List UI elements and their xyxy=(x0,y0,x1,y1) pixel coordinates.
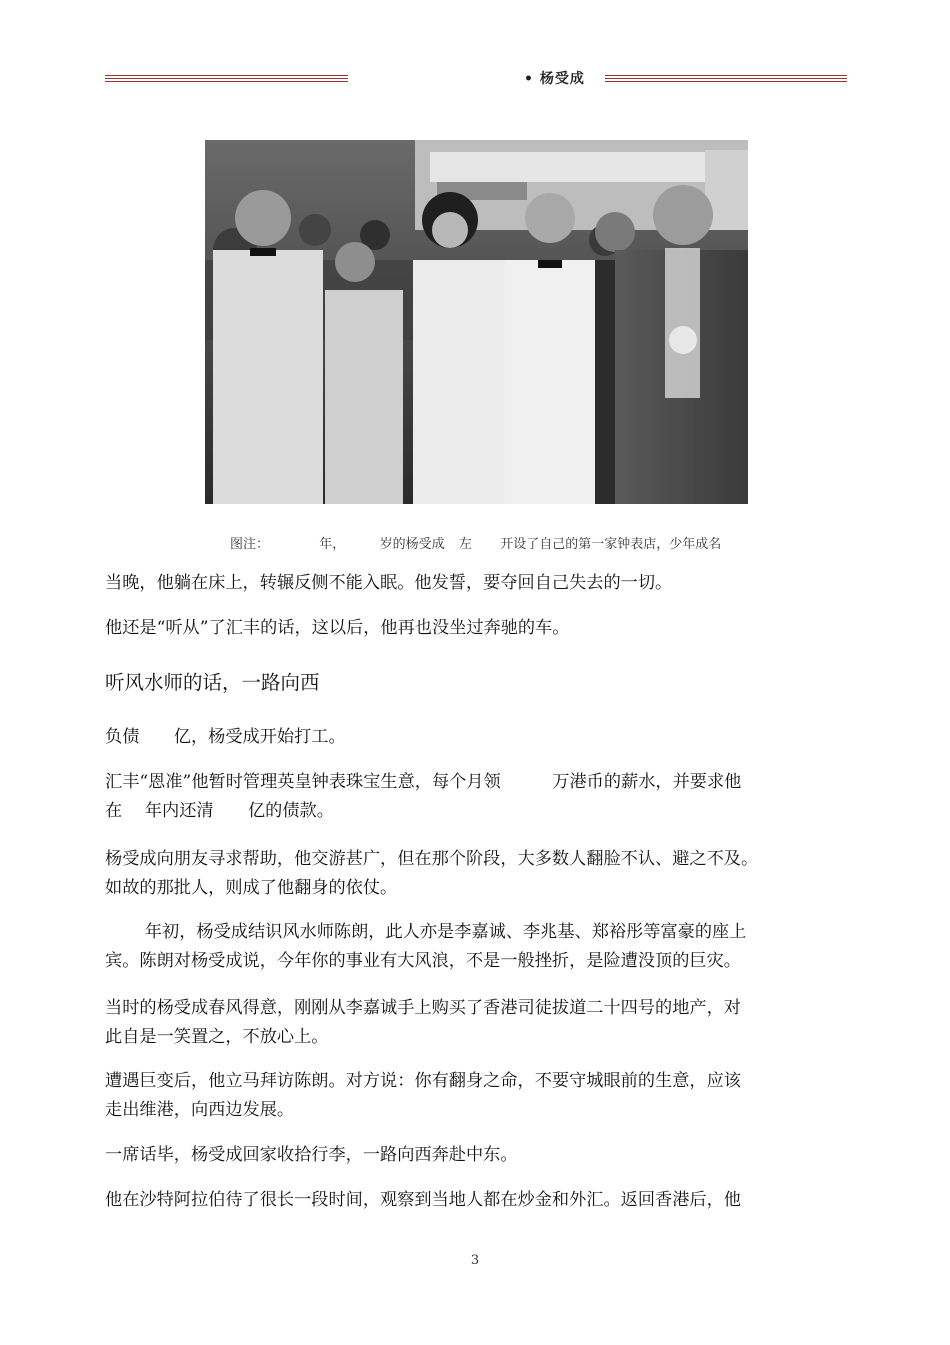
caption-label: 图注： xyxy=(230,537,270,552)
paragraph-6-line-2: 宾。陈朗对杨受成说，今年你的事业有大风浪，不是一般挫折，是险遭没顶的巨灾。 xyxy=(105,951,741,971)
figure-caption xyxy=(230,533,721,552)
paragraph-8-line-2: 走出维港，向西边发展。 xyxy=(105,1100,295,1120)
paragraph-10: 他在沙特阿拉伯待了很长一段时间，观察到当地人都在炒金和外汇。返回香港后，他 xyxy=(105,1190,741,1210)
paragraph-5-line-2: 如故的那批人，则成了他翻身的依仗。 xyxy=(105,878,398,898)
paragraph-8-line-1: 遭遇巨变后，他立马拜访陈朗。对方说：你有翻身之命，不要守城眼前的生意，应该 xyxy=(105,1071,741,1091)
caption-part: 左 xyxy=(458,537,472,552)
page-header xyxy=(105,66,847,90)
paragraph-4-line-1: 汇丰“恩准”他暂时管理英皇钟表珠宝生意，每个月领 万港币的薪水，并要求他 xyxy=(105,772,742,792)
paragraph-5-line-1: 杨受成向朋友寻求帮助，他交游甚广，但在那个阶段，大多数人翻脸不认、避之不及。 xyxy=(105,849,759,869)
caption-part: 年， xyxy=(319,537,346,552)
header-rule-right xyxy=(605,75,847,82)
header-rule-left xyxy=(105,75,348,82)
paragraph-3: 负债 亿，杨受成开始打工。 xyxy=(105,727,346,747)
header-title: • 杨受成 xyxy=(524,71,585,87)
paragraph-7-line-2: 此自是一笑置之，不放心上。 xyxy=(105,1027,329,1047)
paragraph-2: 他还是“听从”了汇丰的话，这以后，他再也没坐过奔驰的车。 xyxy=(105,618,570,638)
page-number: 3 xyxy=(470,1253,480,1268)
paragraph-1: 当晚，他躺在床上，转辗反侧不能入眠。他发誓，要夺回自己失去的一切。 xyxy=(105,573,673,593)
paragraph-7-line-1: 当时的杨受成春风得意，刚刚从李嘉诚手上购买了香港司徒拔道二十四号的地产，对 xyxy=(105,998,741,1018)
section-heading: 听风水师的话，一路向西 xyxy=(105,671,320,694)
caption-part: 开设了自己的第一家钟表店，少年成名 xyxy=(500,537,722,552)
paragraph-6-line-1: 年初，杨受成结识风水师陈朗，此人亦是李嘉诚、李兆基、郑裕彤等富豪的座上 xyxy=(105,922,747,942)
paragraph-9: 一席话毕，杨受成回家收拾行李，一路向西奔赴中东。 xyxy=(105,1145,518,1165)
paragraph-4-line-2: 在 年内还清 亿的债款。 xyxy=(105,801,334,821)
group-photo xyxy=(205,140,748,504)
caption-part: 岁的杨受成 xyxy=(379,537,445,552)
